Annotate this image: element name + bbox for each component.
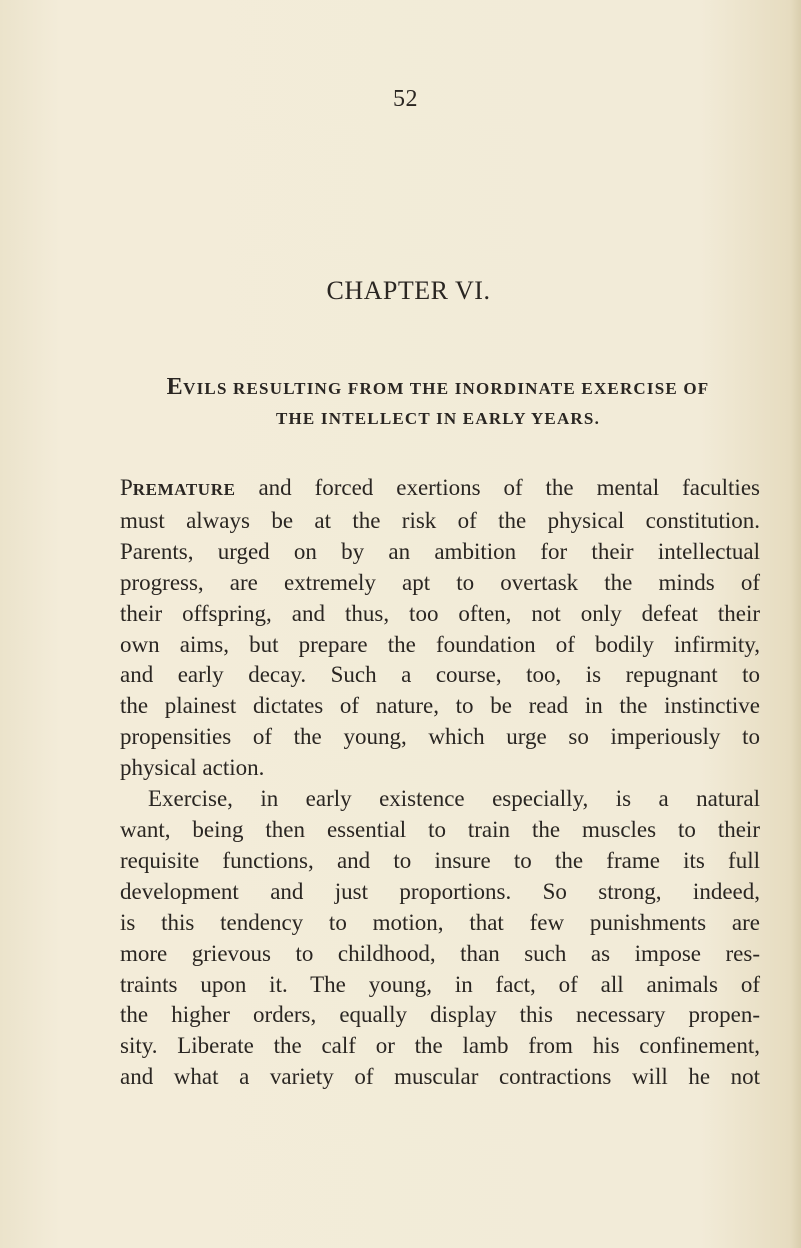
paragraph-1-line: and early decay. Such a course, too, is repugnant to xyxy=(120,662,760,688)
paragraph-1-initial: P xyxy=(120,475,133,500)
chapter-heading: CHAPTER VI. xyxy=(326,276,491,305)
paragraph-1-line: must always be at the risk of the physical constitution. xyxy=(120,507,760,533)
chapter-subtitle xyxy=(128,372,748,434)
paragraph-1-line: own aims, but prepare the foundation of bodily infirmity, xyxy=(120,631,760,657)
paragraph-1-line: Parents, urged on by an ambition for their intellectual xyxy=(120,538,760,564)
body-text xyxy=(120,473,760,1093)
paragraph-2-line: is this tendency to motion, that few punishments are xyxy=(120,909,760,935)
paragraph-2-line: requisite functions, and to insure to the frame its full xyxy=(120,847,760,873)
paragraph-2-line: want, being then essential to train the muscles to their xyxy=(120,816,760,842)
page-number: 52 xyxy=(393,86,418,112)
paragraph-2-line: development and just proportions. So strong, indeed, xyxy=(120,878,760,904)
paragraph-2-line: Exercise, in early existence especially, is a natural xyxy=(148,786,760,812)
subtitle-initial: E xyxy=(166,374,184,400)
paragraph-2-line: and what a variety of muscular contractions will he not xyxy=(120,1064,760,1090)
paragraph-1-line: the plainest dictates of nature, to be read in the instinctive xyxy=(120,693,760,719)
paragraph-1-line: propensities of the young, which urge so imperiously to xyxy=(120,724,760,750)
paragraph-1-line: physical action. xyxy=(120,755,265,781)
subtitle-line-2-text: THE INTELLECT IN EARLY YEARS. xyxy=(275,409,601,428)
paragraph-1-line: progress, are extremely apt to overtask the minds of xyxy=(120,569,760,595)
subtitle-line-1-text: VILS RESULTING FROM THE INORDINATE EXERCISE OF xyxy=(183,379,710,398)
paragraph-1-smallcaps: REMATURE xyxy=(132,480,236,499)
paragraph-2-line: more grievous to childhood, than such as impose res- xyxy=(120,940,760,966)
paragraph-2-line: traints upon it. The young, in fact, of all animals of xyxy=(120,971,760,997)
paragraph-1-line: their offspring, and thus, too often, not only defeat their xyxy=(120,600,760,626)
subtitle-line xyxy=(128,372,748,404)
paragraph-1-line-text: and forced exertions of the mental faculties xyxy=(235,475,760,500)
paragraph-1-line xyxy=(120,473,760,506)
paragraph-2-line: the higher orders, equally display this necessary propen- xyxy=(120,1002,760,1028)
paragraph-2-line: sity. Liberate the calf or the lamb from his confinement, xyxy=(120,1033,760,1059)
